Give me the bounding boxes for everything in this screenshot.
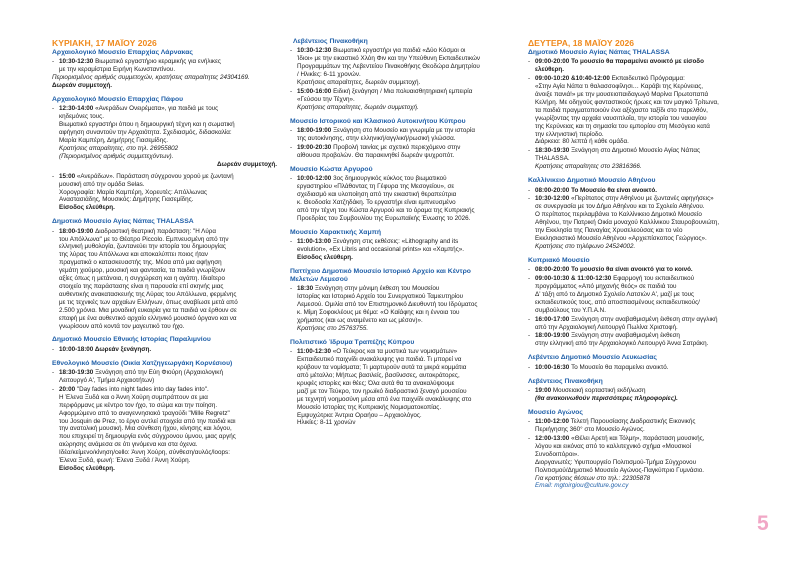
event: - 08:00-20:00 Το μουσείο θα είναι ανοικτό για το κοινό.	[528, 266, 693, 274]
venue-title: Δημοτικό Μουσείο Αγίας Νάπας THALASSA	[528, 49, 670, 56]
section-kostas-argyrou-museum	[290, 166, 506, 223]
text-line: της Κερύνειας και τη σημασία του εμπορίου στη Μεσόγειο κατά	[535, 122, 710, 130]
venue-title: Καλλίνικειο Δημοτικό Μουσείο Αθηένου	[528, 177, 656, 185]
text-line: του Απόλλωνα" με το Θέατρο Piccolo. Εμπνευσμένη από την	[59, 235, 229, 243]
event-time: 18:00-19:00	[535, 332, 572, 340]
text-line: χρήματος (και ως αναιμένετο και ως μέσον)».	[297, 317, 423, 325]
event-text	[297, 175, 506, 222]
text-line: Εμψυχώτρια: Άντρια Οραήου – Αρχαιολόγος.	[297, 411, 422, 419]
event-time: 10:30-12:00	[535, 195, 572, 203]
text-line: γεμάτη χιούμορ, μουσική και φαντασία, τα παιδιά γνωρίζουν	[59, 267, 226, 275]
text-line: Ξενάγηση στην αναβαθμισμένη έκθεση	[571, 332, 680, 340]
text-line: τα παιδιά πραγματοποιούν ένα αξέχαστο ταξίδι στο παρελθόν,	[535, 106, 708, 114]
text-line: με την κεραμίστρια Ειρήνη Κωνσταντίνου.	[59, 66, 176, 74]
text-line: Κρατήσεις απαραίτητες, δωρεάν συμμετοχή.	[297, 79, 421, 87]
free-entry: Είσοδος ελεύθερη.	[59, 465, 115, 472]
event-time: 19:00	[535, 386, 553, 394]
event: - 12:30-14:00 «Ανεράδων Ονειρέματα», για παιδιά με τους κηδεμόνες τους. Βιωματικό εργαστήρι όπου η δημιουργική τέχνη και η σωματική αφήγηση συναντούν την Αρχαιότητα. Σχεδιασμός, διδασκαλία: Μαρία Καμπέρη, Δημήτρης Γιασεμίδης. Κρατήσεις απαραίτητες, στο τηλ. 26955802 (Περιορισμένος αριθμός συμμετεχόντων). Δωρεάν συμμετοχή.	[52, 105, 277, 168]
text-line: σε συνεργασία με τον Δήμο Αθηένου και το Σχολείο Αθηένου.	[535, 203, 705, 211]
text-line: κρύβουν τα νομίσματα; Τι μαρτυρούν αυτά τα μικρά κομμάτια	[297, 364, 467, 372]
event-time: 11:00-13:00	[297, 237, 333, 245]
text-line: από μέταλλο; Μήπως βασιλείς, βασίλισσες, αυτοκράτορες,	[297, 372, 460, 380]
event-text	[535, 75, 748, 146]
text-line: ελεύθερη.	[535, 66, 565, 74]
text-line: Ξενάγηση στην αναβαθμισμένη έκθεση στην αγγλική	[571, 315, 718, 323]
text-line: Χορογραφία: Μαρία Καμπέρη, Χορευτές: Απόλλωνας	[59, 188, 208, 196]
free-entry: Είσοδος ελεύθερη.	[59, 204, 115, 212]
event-text	[297, 348, 506, 427]
venue-title: Λεβέντειος Πινακοθήκη	[528, 377, 603, 385]
page-number: 5	[757, 512, 769, 535]
text-line: της λύρας του Απόλλωνα και αποκαλύπτει ποιος ήταν	[59, 251, 208, 259]
event-time: 12:00-13:00	[535, 434, 572, 442]
event: - 09:00-10:30 & 11:00-12:30 Εφαρμογή του εκπαιδευτικού προγράμματος «Από μηχανής θεός» σε παιδιά του Δ' τάξη από το Δημοτικό Σχολείο Λατσιών Α', μαζί με τους εκπαιδευτικούς τους, από αποσπασμένους εκπαιδευτικούς/ συμβούλους του Υ.Π.Α.Ν.	[528, 275, 748, 315]
text-line: σχεδιασμό και υλοποίηση από την εικαστική θεραπεύτρια	[297, 190, 457, 198]
text-line: άνοιξε πανιά!» με την μουσειοπαιδαγωγό Μαρίνα Πρωτοπαπά	[535, 91, 709, 99]
venue-title	[52, 360, 277, 368]
text-line: Περιήγησης 360° στο Μουσείο Αγώνος.	[535, 426, 645, 434]
section-ayia-napa-thalassa	[52, 218, 277, 330]
text-line: Ξενάγηση από την Εύη Φιούρη (Αρχαιολογική	[95, 369, 223, 377]
text-line: 3ος δημιουργικός κύκλος του βιωματικού	[333, 175, 447, 183]
booking-note: Κρατήσεις απαραίτητες, δωρεάν συμμετοχή.	[297, 103, 419, 111]
text-line: πραγματικά ο κατασκευαστής της. Μέσα από μια αφήγηση	[59, 259, 222, 267]
text-line: στην ελληνική από την Αρχαιολογικό Λειτουργό Άννα Σατράκη.	[535, 340, 709, 348]
event-text: Το μουσείο θα είναι ανοικτό για το κοινό.	[571, 266, 693, 274]
section-paphos-museum	[52, 96, 277, 212]
booking-note: (Περιορισμένος αριθμός συμμετεχόντων).	[59, 152, 174, 160]
text-line: «Γεύσου την Τέχνη».	[297, 95, 355, 103]
event: - 15:00 «Ανεράδων». Παράσταση σύγχρονου χορού με ζωντανή μουσική από την ομάδα Selas. Χορογραφία: Μαρία Καμπέρη, Χορευτές: Απόλλωνας Αναστασιάδης, Μουσικός: Δημήτρης Γιασεμίδης. Είσοδος ελεύθερη.	[52, 173, 277, 213]
text-line: Ιδέα/κείμενο/κίνηση/cello: Άννη Χούρη, σύνθεση/αυλός/loops:	[59, 449, 230, 457]
section-car-museum	[290, 118, 506, 160]
event: - 11:00-12:00 Τελετή Παρουσίασης Διαδραστικής Εικονικής Περιήγησης 360° στο Μουσείο Αγώνος.	[528, 418, 748, 434]
text-line: Προβολή ταινίας με σχετικό περιεχόμενο στην	[333, 143, 461, 151]
text-line: Αφορμώμενο από το αναγεννησιακό τραγούδι "Mille Regretz"	[59, 409, 230, 417]
text-line: Μαρία Καμπέρη, Δημήτρης Γιασεμίδης.	[59, 137, 168, 145]
section-pattichio-museum	[290, 268, 506, 333]
text-line: αυθεντικής ανακατασκευής της Λύρας του Απόλλωνα, φερμένης	[59, 290, 237, 298]
event-time: 15:00-16:00	[297, 87, 334, 95]
text-line: εργαστηρίου «Πλάθοντας τη Γέφυρα της Μεσογείου», σε	[297, 183, 455, 190]
event: - 15:00-16:00 Ειδική ξενάγηση / Μια πολυαισθητηριακή εμπειρία «Γεύσου την Τέχνη». Κρατήσεις απαραίτητες, δωρεάν συμμετοχή.	[290, 88, 506, 112]
booking-note: Κρατήσεις στο τηλέφωνο 24524002.	[535, 242, 636, 250]
event: - 11:00-12:30 «Ο Τεύκρος και τα μυστικά των νομισμάτων» Εκπαιδευτικό παιχνίδι ανακάλυψης για παιδιά. Τι μπορεί να κρύβουν τα νομίσματα; Τι μαρτυρούν αυτά τα μικρά κομμάτια από μέταλλο; Μήπως βασιλείς, βασίλισσες, αυτοκράτορες, κρυφές ιστορίες και θέες; Όλα αυτά θα τα ανακαλύψουμε μαζί με τον Τεύκρο, τον ηρωϊκό διαδραστικό ξεναγό μουσείου με τεχνητή νοημοσύνη μέσα από ένα παιχνίδι ανακάλυψης στο Μουσείο Ιστορίας της Κυπριακής Νομισματοκοπίας. Εμψυχώτρια: Άντρια Οραήου – Αρχαιολόγος. Ηλικίες: 8-11 χρονών	[290, 348, 506, 427]
text-line: κρυφές ιστορίες και θέες; Όλα αυτά θα τα ανακαλύψουμε	[297, 379, 455, 387]
venue-title: Αρχαιολογικό Μουσείο Επαρχίας Πάφου	[52, 96, 184, 104]
text-line: Ξενάγηση στις εκθέσεις: «Lithography and its	[332, 237, 459, 245]
text-line: Ειδική ξενάγηση / Μια πολυαισθητηριακή εμπειρία	[333, 87, 473, 95]
text-line: Ιστορίας και Ιστορικό Αρχείο του Συνεργατικού Ταμιευτηρίου	[297, 293, 464, 301]
venue-title: Μουσείο Κώστα Αργυρού	[290, 165, 373, 173]
event-time: 12:30-14:00	[59, 105, 96, 113]
event-time: 15:00	[59, 172, 77, 180]
event-text: Το Μουσείο θα παραμείνει ανοικτό.	[571, 363, 669, 371]
venue-title: Δημοτικό Μουσείο Εθνικής Ιστορίας Παραλιμνίου	[52, 336, 211, 344]
text-line: Ο περίπατος περιλαμβάνει το Καλλίνικειο Δημοτικό Μουσείο	[535, 211, 702, 219]
text-line: συμβούλους του Υ.Π.Α.Ν.	[535, 306, 606, 314]
text-line: την Εκκλησία της Παναγίας Χρυσελεούσας και το νέο	[535, 227, 683, 235]
event: - 18:00-19:00 Ξενάγηση στο Μουσείο και γνωριμία με την ιστορία της αυτοκίνησης, στην ελληνική/αγγλική/ρωσική γλώσσα.	[290, 127, 506, 143]
column-sunday	[52, 38, 277, 479]
text-line: Κελήρη. Με οδηγούς φανταστικούς ήρωες και τον μαγικό Τρίτωνα,	[535, 98, 719, 106]
venue-title: Δημοτικό Μουσείο Αγίας Νάπας THALASSA	[52, 218, 194, 226]
text-line: Εκπαιδευτικό Πρόγραμμα:	[611, 75, 685, 83]
event: - 10:00-12:00 3ος δημιουργικός κύκλος του βιωματικού εργαστηρίου «Πλάθοντας τη Γέφυρα της Μεσογείου», σε σχεδιασμό και υλοποίηση από την εικαστική θεραπεύτρια κ. Θεοδοσία Χατζηδάκη. Το εργαστήρι είναι εμπνευσμένο από την τέχνη του Κώστα Αργυρού και το όραμα της Κυπριακής Προεδρίας του Συμβουλίου της Ευρωπαϊκής Ένωσης το 2026.	[290, 175, 506, 222]
text-line: «Θέλει Αρετή και Τόλμη», παράσταση μουσικής,	[571, 434, 705, 442]
event: - 16:00-17:00 Ξενάγηση στην αναβαθμισμένη έκθεση στην αγγλική από την Αρχαιολογική Λειτουργό Πωλίνα Χριστοφή.	[528, 316, 748, 332]
text-line: μουσική από την ομάδα Selas.	[59, 180, 145, 188]
free-entry: Δωρεάν συμμετοχή.	[52, 82, 112, 90]
event-description	[535, 459, 748, 475]
event-time: 18:30	[297, 285, 315, 293]
text-line: «Ο Τεύκρος και τα μυστικά των νομισμάτων»	[332, 348, 458, 356]
event-time: 18:30-19:30	[59, 369, 96, 377]
text-line: Εκκλησιαστικό Μουσείο Αθηένου «Αρχιεπίσκοπος Γεώργιος».	[535, 234, 707, 242]
text-line: κ. Μίμη Σοφοκλέους με θέμα: «Ο Καϊάφης και η έννοια του	[297, 309, 460, 317]
text-line: Έλενα Ξυδά, φωνή: Έλενα Ξυδά / Άννη Χούρη.	[59, 457, 191, 465]
section-larnaca-museum	[52, 49, 277, 90]
event: - 18:00-19:00 Διαδραστική θεατρική παράσταση: "Η Λύρα του Απόλλωνα" με το Θέατρο Piccolo. Εμπνευσμένη από την ελληνική μυθολογία, ζωντανεύει την ιστορία του δημιουργίας της λύρας του Απόλλωνα και αποκαλύπτει ποιος ήταν πραγματικά ο κατασκευαστής της. Μέσα από μια αφήγηση γεμάτη χιούμορ, μουσική και φαντασία, τα παιδιά γνωρίζουν αξίες όπως η μετάνοια, η συγχώρεση και η αγάπη. Ιδιαίτερο στοιχείο της παράστασης είναι η παρουσία επί σκηνής μιας αυθεντικής ανακατασκευής της Λύρας του Απόλλωνα, φερμένης με τις τεχνικές των αρχαίων Ελλήνων, όπως αναβίωσε μετά από 2.500 χρόνια. Μια μοναδική ευκαιρία για τα παιδιά να έρθουν σε επαφή με ένα αυθεντικό αρχαίο ελληνικό μουσικό όργανο και να γνωρίσουν από κοντά τον μαγευτικό του ήχο.	[52, 228, 277, 331]
event-time: 08:00-20:00	[535, 266, 572, 274]
event-time: 16:00-17:00	[535, 315, 572, 323]
text-line: «Περίπατος στην Αθηένου με ζωντανές αφηγήσεις»	[571, 195, 714, 203]
booking-note: Κρατήσεις στο 25763755.	[297, 325, 369, 332]
text-line: Ηλικίες: 8-11 χρονών	[297, 419, 356, 427]
text-line: Βιωματικό εργαστήριο κεραμικής για ενήλικες	[95, 58, 221, 66]
event-text	[59, 386, 277, 465]
venue-title: Μουσείο Χαρακτικής Χαμπή	[290, 228, 381, 236]
event-time: 09:00-10:20 &10:40-12:00	[535, 75, 612, 83]
day-header-sunday: ΚΥΡΙΑΚΗ, 17 ΜΑΪΟΥ 2026	[52, 38, 157, 48]
free-entry: Είσοδος ελεύθερη.	[297, 253, 353, 261]
text-line: «Στην Αγία Νάπα τι θαλασσοφίλησι… Καράβι της Κερύνειας,	[535, 83, 704, 91]
venue-title: Αρχαιολογικό Μουσείο Επαρχίας Λάρνακας	[52, 49, 193, 56]
section-cyprus-museum	[528, 257, 748, 348]
venue-title: Πολιτιστικό Ίδρυμα Τραπέζης Κύπρου	[290, 338, 415, 346]
event: - 18:30-19:30 Ξενάγηση στο Δημοτικό Μουσείο Αγίας Νάπας THALASSA. Κρατήσεις απαραίτητες στο 23816366.	[528, 147, 748, 171]
text-line: την ανατολική μουσική. Μια σύνθεση ήχου, κίνησης και λόγου,	[59, 425, 232, 433]
text-line: εκπαιδευτικούς τους, από αποσπασμένους εκπαιδευτικούς/	[535, 298, 700, 306]
event-text: Μουσειακή εορταστική εκδήλωση	[552, 386, 646, 394]
venue-title	[290, 268, 506, 285]
column-monday	[528, 38, 748, 496]
email-link[interactable]: Email: mgtoirgiou@culture.gov.cy	[535, 482, 629, 490]
section-bank-of-cyprus-foundation	[290, 339, 506, 427]
text-line: Βιωματικό εργαστήρι για παιδιά «Δύο Κόσμοι οι	[333, 47, 466, 55]
text-line: Ξενάγηση στο Δημοτικό Μουσείο Αγίας Νάπας	[571, 147, 701, 155]
section-paralimni-museum	[52, 336, 277, 353]
text-line: που επιχειρεί τη δημιουργία ενός σύγχρονου ύμνου, μιας αργής	[59, 433, 236, 441]
text-line: Ξενάγηση στο Μουσείο και γνωριμία με την ιστορία	[333, 127, 475, 135]
text-line: αφήγηση συναντούν την Αρχαιότητα. Σχεδιασμός, διδασκαλία:	[59, 129, 232, 137]
event: - 18:30-19:30 Ξενάγηση από την Εύη Φιούρη (Αρχαιολογική Λειτουργό Α', Τμήμα Αρχαιοτήτων)	[52, 369, 277, 385]
event: - 19:00 Μουσειακή εορταστική εκδήλωση (θα ανακοινωθούν περισσότερες πληροφορίες).	[528, 387, 748, 403]
text-line: Το μουσείο θα παραμείνει ανοικτό με είσοδο	[571, 58, 704, 66]
event: - 18:30 Ξενάγηση στην μόνιμη έκθεση του Μουσείου Ιστορίας και Ιστορικό Αρχείο του Συνεργατικού Ταμιευτηρίου Λεμεσού. Ομιλία από τον Επιστημονικό Διευθυντή του Ιδρύματος κ. Μίμη Σοφοκλέους με θέμα: «Ο Καϊάφης και η έννοια του χρήματος (και ως αναιμένετο και ως μέσον)». Κρατήσεις στο 25763755.	[290, 285, 506, 332]
text-line: Λεμεσού. Ομιλία από τον Επιστημονικό Διευθυντή του Ιδρύματος	[297, 301, 478, 309]
text-line: Διάρκεια: 80 λεπτά ή κάθε ομάδα.	[535, 138, 629, 146]
event-time: 11:00-12:30	[297, 348, 333, 356]
text-line: Τελετή Παρουσίασης Διαδραστικής Εικονικής	[570, 418, 696, 426]
text-line: από την τέχνη του Κώστα Αργυρού και το όραμα της Κυπριακής	[297, 206, 475, 214]
booking-note: Περιορισμένος αριθμός συμμετοχών, κρατήσεις απαραίτητες 24304169.	[52, 74, 250, 82]
venue-title: Λεβέντειος Πινακοθήκη	[293, 38, 368, 45]
venue-title: Κυπριακό Μουσείο	[528, 256, 590, 264]
text-line: Εφαρμογή του εκπαιδευτικού	[613, 275, 695, 283]
section-leventeio-museum	[528, 354, 748, 371]
text-line: «Ανεράδων Ονειρέματα», για παιδιά με τους	[95, 105, 219, 113]
text-line: Μελετών Λεμεσού	[290, 276, 348, 284]
text-line: της αυτοκίνησης, στην ελληνική/αγγλική/ρωσική γλώσσα.	[297, 134, 456, 142]
booking-note: Κρατήσεις απαραίτητες στο 23816366.	[535, 163, 642, 171]
text-line: κηδεμόνες τους.	[59, 113, 104, 121]
event: - 08:00-20:00 Το Μουσείο θα είναι ανοικτό.	[528, 186, 657, 194]
event-text	[297, 285, 506, 325]
text-line: Δ' τάξη από το Δημοτικό Σχολείο Λατσιών Α', μαζί με τους	[535, 290, 695, 298]
event: - 10:00-18:00 Δωρεάν ξενάγηση.	[52, 345, 152, 353]
event: - 10:30-12:30 Βιωματικό εργαστήριο κεραμικής για ενήλικες με την κεραμίστρια Ειρήνη Κωνσταντίνου.	[52, 58, 277, 74]
text-line: του Josquin de Prez, το έργο αντλεί στοιχεία από την παιδιά και	[59, 417, 236, 425]
free-entry: Δωρεάν συμμετοχή.	[217, 160, 277, 168]
event-text: Δωρεάν ξενάγηση.	[94, 345, 152, 353]
event-time: 10:00-12:00	[297, 175, 334, 183]
text-line: λόγου και εικόνας από το καλλιτεχνικό σχήμα «Μουσικοί	[535, 442, 692, 450]
day-header-monday: ΔΕΥΤΕΡΑ, 18 ΜΑΪΟΥ 2026	[528, 38, 635, 48]
event-time: 18:30-19:30	[535, 147, 572, 155]
venue-title: Μουσείο Αγώνος	[528, 408, 583, 416]
event-time: 18:00-19:00	[297, 127, 334, 135]
section-athienou-museum	[528, 177, 748, 251]
info-note: (θα ανακοινωθούν περισσότερες πληροφορίες).	[535, 394, 678, 402]
text-line: Βιωματικό εργαστήρι όπου η δημιουργική τέχνη και η σωματική	[59, 121, 235, 129]
text-line: αξίες όπως η μετάνοια, η συγχώρεση και η αγάπη. Ιδιαίτερο	[59, 275, 226, 283]
text-line: Ξενάγηση στην μόνιμη έκθεση του Μουσείου	[314, 285, 440, 293]
text-line: Προεδρίας του Συμβουλίου της Ευρωπαϊκής Ένωσης το 2026.	[297, 214, 471, 222]
event: - 19:00-20:30 Προβολή ταινίας με σχετικό περιεχόμενο στην αίθουσα προβολών. Θα παρακινηθεί δωρεάν ψυχροπότ.	[290, 144, 506, 160]
event: - 10:30-12:00 «Περίπατος στην Αθηένου με ζωντανές αφηγήσεις» σε συνεργασία με τον Δήμο Αθηένου και το Σχολείο Αθηένου. Ο περίπατος περιλαμβάνει το Καλλίνικειο Δημοτικό Μουσείο Αθηένου, την Πατρική Οικία μοναχού Καλλίνικου Σταυροβουνιώτη, την Εκκλησία της Παναγίας Χρυσελεούσας και το νέο Εκκλησιαστικό Μουσείο Αθηένου «Αρχιεπίσκοπος Γεώργιος». Κρατήσεις στο τηλέφωνο 24524002.	[528, 195, 748, 250]
text-line: την ελληνιστική περίοδο.	[535, 130, 604, 138]
booking-note: Κρατήσεις απαραίτητες, στο τηλ. 26955802	[59, 144, 179, 152]
event-text	[59, 228, 277, 331]
text-line: μαζί με τον Τεύκρο, τον ηρωϊκό διαδραστικό ξεναγό μουσείου	[297, 387, 467, 395]
section-leventeios-gallery	[290, 38, 506, 112]
event-time: 18:00-19:00	[59, 227, 96, 235]
event: - 10:30-12:30 Βιωματικό εργαστήρι για παιδιά «Δύο Κόσμοι οι Ίδιοι» με την εικαστικό Χλόη Φιν και την Υπεύθυνη Εκπαιδευτικών Προγραμμάτων της Λεβεντείου Πινακοθήκης Θεοδώρα Δημητρίου / Ηλικίες: 6-11 χρονών. Κρατήσεις απαραίτητες, δωρεάν συμμετοχή.	[290, 47, 506, 87]
text-line: Αναστασιάδης, Μουσικός: Δημήτρης Γιασεμίδης.	[59, 196, 194, 204]
event: - 12:00-13:00 «Θέλει Αρετή και Τόλμη», παράσταση μουσικής, λόγου και εικόνας από το καλλιτεχνικό σχήμα «Μουσικοί Συνοδοιπόροι». Διοργανωτές: Υφυπουργείο Πολιτισμού-Τμήμα Σύγχρονου Πολιτισμού/Δημοτικό Μουσείο Αγώνος-Παγκύπριο Γυμνάσιο. Για κρατήσεις θέσεων στο τηλ.: 22305878 Email: mgtoirgiou@culture.gov.cy	[528, 435, 748, 490]
text-line: με τεχνητή νοημοσύνη μέσα από ένα παιχνίδι ανακάλυψης στο	[297, 395, 472, 403]
text-line: Μουσείο Ιστορίας της Κυπριακής Νομισματοκοπίας.	[297, 403, 442, 411]
text-line: / Ηλικίες: 6-11 χρονών.	[297, 71, 361, 79]
text-line: γνωρίσουν από κοντά τον μαγευτικό του ήχο.	[59, 322, 185, 330]
event-time: 08:00-20:00	[535, 186, 572, 194]
text-line: Αθηένου, την Πατρική Οικία μοναχού Καλλίνικου Σταυροβουνιώτη,	[535, 219, 720, 227]
text-line: Παττίχειο Δημοτικό Μουσείο Ιστορικό Αρχείο και Κέντρο	[290, 267, 471, 275]
section-engraving-museum	[290, 229, 506, 262]
text-line: THALASSA.	[535, 155, 570, 163]
event-time: 10:30-12:30	[59, 58, 96, 66]
text-line: στοιχείο της παράστασης είναι η παρουσία επί σκηνής μιας	[59, 282, 224, 290]
event: - 20:00 "Day fades into night fades into day fades into". Η Έλενα Ξυδά και ο Άννη Χούρη συμπράττουν σε μια περφόρμανς με κέντρο τον ήχο, το σώμα και την ποίηση. Αφορμώμενο από το αναγεννησιακό τραγούδι "Mille Regretz" του Josquin de Prez, το έργο αντλεί στοιχεία από την παιδιά και την ανατολική μουσική. Μια σύνθεση ήχου, κίνησης και λόγου, που επιχειρεί τη δημιουργία ενός σύγχρονου ύμνου, μιας αργής αιώρησης ανάμεσα σε ότι γινόμενα και στα όχενα. Ιδέα/κείμενο/κίνηση/cello: Άννη Χούρη, σύνθεση/αυλός/loops: Έλενα Ξυδά, φωνή: Έλενα Ξυδά / Άννη Χούρη. Είσοδος ελεύθερη.	[52, 386, 277, 473]
event: - 18:00-19:00 Ξενάγηση στην αναβαθμισμένη έκθεση στην ελληνική από την Αρχαιολογικό Λειτουργό Άννα Σατράκη.	[528, 332, 748, 348]
text-line: κ. Θεοδοσία Χατζηδάκη. Το εργαστήρι είναι εμπνευσμένο	[297, 198, 456, 206]
event-time: 20:00	[59, 385, 77, 393]
event-description	[59, 189, 277, 205]
event-time: 10:00-16:30	[535, 363, 572, 371]
event-time: 10:30-12:30	[297, 47, 334, 55]
text-line: «Ανεράδων». Παράσταση σύγχρονου χορού με ζωντανή	[76, 172, 234, 180]
event-text	[59, 173, 277, 189]
event-description	[59, 121, 277, 145]
text-line: ελληνική μυθολογία, ζωντανεύει την ιστορία του δημιουργίας	[59, 243, 226, 251]
section-ethnological-museum	[52, 360, 277, 473]
event: - 09:00-10:20 &10:40-12:00 Εκπαιδευτικό Πρόγραμμα: «Στην Αγία Νάπα τι θαλασσοφίλησι… Καράβι της Κερύνειας, άνοιξε πανιά!» με την μουσειοπαιδαγωγό Μαρίνα Πρωτοπαπά Κελήρη. Με οδηγούς φανταστικούς ήρωες και τον μαγικό Τρίτωνα, τα παιδιά πραγματοποιούν ένα αξέχαστο ταξίδι στο παρελθόν, γνωρίζοντας την αρχαία ναυσιπλοΐα, την ιστορία του ναυαγίου της Κερύνειας και τη σημασία του εμπορίου στη Μεσόγειο κατά την ελληνιστική περίοδο. Διάρκεια: 80 λεπτά ή κάθε ομάδα.	[528, 75, 748, 146]
event-text	[535, 195, 748, 242]
event-time: 10:00-18:00	[59, 345, 95, 353]
text-line: από την Αρχαιολογική Λειτουργό Πωλίνα Χριστοφή.	[535, 323, 678, 331]
text-line: Διοργανωτές: Υφυπουργείο Πολιτισμού-Τμήμα Σύγχρονου	[535, 458, 697, 466]
event-time: 19:00-20:30	[297, 143, 334, 151]
text-line: evolution», «Ex Libris and occasional prints» και «Χαμπής».	[297, 245, 464, 253]
text-line: Εθνολογικό Μουσείο (Οικία Χατζηγεωργάκη Κορνέσιου)	[52, 359, 233, 367]
section-ayia-napa-thalassa-monday	[528, 49, 748, 171]
text-line: Συνοδοιπόροι».	[535, 450, 579, 458]
event: - 11:00-13:00 Ξενάγηση στις εκθέσεις: «Lithography and its evolution», «Ex Libris and occasional prints» και «Χαμπής». Είσοδος ελεύθερη.	[290, 238, 506, 262]
text-line: επαφή με ένα αυθεντικό αρχαίο ελληνικό μουσικό όργανο και να	[59, 314, 237, 322]
text-line: Διαδραστική θεατρική παράσταση: "Η Λύρα	[95, 227, 217, 235]
text-line: Η Έλενα Ξυδά και ο Άννη Χούρη συμπράττουν σε μια	[59, 393, 208, 401]
section-leventeios-gallery-monday	[528, 378, 748, 403]
text-line: Πολιτισμού/Δημοτικό Μουσείο Αγώνος-Παγκύπριο Γυμνάσιο.	[535, 466, 705, 474]
section-agonos-museum	[528, 409, 748, 491]
event-time: 11:00-12:00	[535, 418, 571, 426]
text-line: Προγραμμάτων της Λεβεντείου Πινακοθήκης Θεοδώρα Δημητρίου	[297, 63, 480, 71]
booking-note: Για κρατήσεις θέσεων στο τηλ.: 22305878	[535, 474, 651, 482]
text-line: Ίδιοι» με την εικαστικό Χλόη Φιν και την Υπεύθυνη Εκπαιδευτικών	[297, 55, 481, 63]
text-line: αιώρησης ανάμεσα σε ότι γινόμενα και στα όχενα.	[59, 441, 198, 449]
text-line: Λειτουργό Α', Τμήμα Αρχαιοτήτων)	[59, 377, 155, 385]
event: - 09:00-20:00 Το μουσείο θα παραμείνει ανοικτό με είσοδο ελεύθερη.	[528, 58, 748, 74]
text-line: περφόρμανς με κέντρο τον ήχο, το σώμα και την ποίηση.	[59, 401, 218, 409]
event: - 10:00-16:30 Το Μουσείο θα παραμείνει ανοικτό.	[528, 363, 669, 371]
text-line: 2.500 χρόνια. Μια μοναδική ευκαιρία για τα παιδιά να έρθουν σε	[59, 306, 237, 314]
event-time: 09:00-20:00	[535, 58, 572, 66]
text-line: προγράμματος «Από μηχανής θεός» σε παιδιά του	[535, 282, 677, 290]
text-line: "Day fades into night fades into day fades into".	[76, 385, 209, 393]
venue-title: Μουσείο Ιστορικού και Κλασικού Αυτοκινήτου Κύπρου	[290, 117, 466, 125]
event-time: 09:00-10:30 & 11:00-12:30	[535, 275, 614, 283]
column-sunday-continued	[290, 38, 506, 433]
text-line: γνωρίζοντας την αρχαία ναυσιπλοΐα, την ιστορία του ναυαγίου	[535, 114, 707, 122]
text-line: Εκπαιδευτικό παιχνίδι ανακάλυψης για παιδιά. Τι μπορεί να	[297, 356, 462, 364]
text-line: με τις τεχνικές των αρχαίων Ελλήνων, όπως αναβίωσε μετά από	[59, 298, 238, 306]
text-line: αίθουσα προβολών. Θα παρακινηθεί δωρεάν ψυχροπότ.	[297, 151, 455, 159]
venue-title: Λεβέντειο Δημοτικό Μουσείο Λευκωσίας	[528, 354, 657, 362]
event-text: Το Μουσείο θα είναι ανοικτό.	[571, 186, 657, 194]
